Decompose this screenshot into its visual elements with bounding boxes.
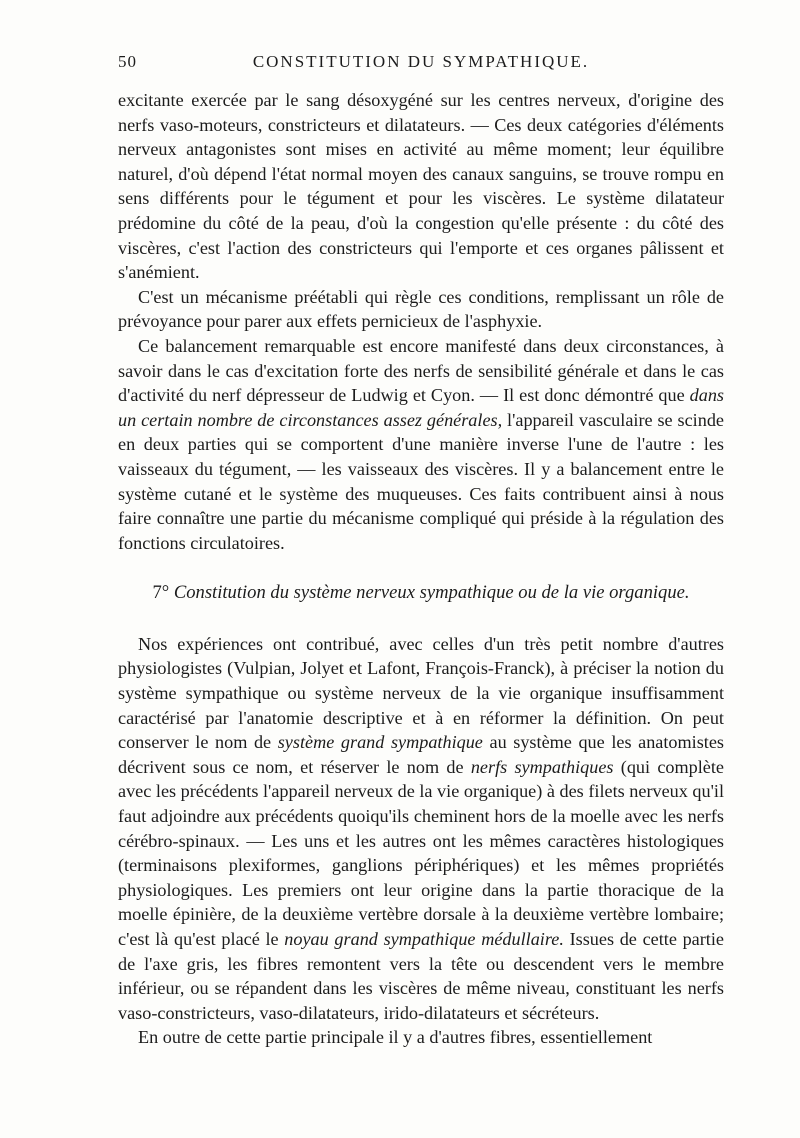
paragraph-2	[118, 285, 724, 334]
paragraph-4-text-b: au système que les anatomistes décrivent sous ce nom, et réserver le nom de	[118, 732, 724, 777]
paragraph-5	[118, 1025, 724, 1050]
paragraph-3	[118, 334, 724, 555]
page-header	[118, 52, 724, 82]
paragraph-4-emphasis-2: nerfs sympathiques	[470, 756, 614, 777]
paragraph-3-text-a: Ce balancement remarquable est encore manifesté dans deux circonstances, à savoir dans le cas d'excitation forte des nerfs de sensibilité générale et dans le cas d'activité du nerf dépresseur de Ludwig et Cyon. — Il est donc démontré que	[118, 335, 724, 406]
paragraph-1	[118, 88, 724, 285]
page-number: 50	[118, 52, 137, 71]
paragraph-1-text: excitante exercée par le sang désoxygéné sur les centres nerveux, d'origine des nerfs vaso-moteurs, constricteurs et dilatateurs. — Ces deux catégories d'éléments nerveux antagonistes sont mises en activité au même moment; leur équilibre naturel, d'où dépend l'état normal moyen des canaux sanguins, se trouve rompu en sens différents pour le tégument et pour les viscères. Le système dilatateur prédomine du côté de la peau, d'où la congestion qu'elle présente : du côté des viscères, c'est l'action des constricteurs qui l'emporte et ces organes pâlissent et s'anémient.	[118, 90, 724, 283]
section-heading-text: Constitution du système nerveux sympathique ou de la vie organique.	[173, 582, 690, 604]
paragraph-4-emphasis-3: noyau grand sympathique médullaire.	[284, 929, 564, 949]
paragraph-4	[118, 632, 724, 1026]
paragraph-3-emphasis: dans un certain nombre de circonstances assez générales,	[118, 385, 724, 430]
paragraph-4-emphasis-1: système grand sympathique	[277, 732, 483, 753]
paragraph-4-text-a: Nos expériences ont contribué, avec celles d'un très petit nombre d'autres physiologistes (Vulpian, Jolyet et Lafont, François-Franck), à préciser la notion du système sympathique ou système nerveux de la vie organique insuffisamment caractérisé par l'anatomie descriptive et à en réformer la définition. On peut conserver le nom de	[118, 633, 724, 753]
paragraph-3-text-b: l'appareil vasculaire se scinde en deux parties qui se comportent d'une manière inverse l'une de l'autre : les vaisseaux du tégument, — les vaisseaux des viscères. Il y a balancement entre le système cutané et le système des muqueuses. Ces faits contribuent ainsi à nous faire connaître une partie du mécanisme compliqué qui préside à la régulation des fonctions circulatoires.	[118, 409, 724, 553]
running-title: CONSTITUTION DU SYMPATHIQUE.	[252, 52, 590, 71]
paragraph-2-text: C'est un mécanisme préétabli qui règle ces conditions, remplissant un rôle de prévoyance pour parer aux effets pernicieux de l'asphyxie.	[118, 286, 724, 332]
paragraph-4-text-c: (qui complète avec les précédents l'appareil nerveux de la vie organique) à des filets nerveux qu'il faut adjoindre aux précédents quoiqu'ils cheminent hors de la moelle avec les nerfs cérébro-spinaux. — Les uns et les autres ont les mêmes caractères histologiques (terminaisons plexiformes, ganglions périphériques) et les mêmes propriétés physiologiques. Les premiers ont leur origine dans la partie thoracique de la moelle épinière, de la deuxième vertèbre dorsale à la deuxième vertèbre lombaire; c'est là qu'est placé le	[118, 756, 725, 949]
body-text	[118, 88, 724, 1050]
section-heading-number: 7°	[152, 582, 170, 604]
section-heading	[118, 581, 724, 606]
paragraph-4-text-d: Issues de cette partie de l'axe gris, les fibres remontent vers la tête ou descendent vers le membre inférieur, ou se répandent dans les viscères de même niveau, constituant les nerfs vaso-constricteurs, vaso-dilatateurs, irido-dilatateurs et sécréteurs.	[118, 929, 724, 1023]
paragraph-5-text: En outre de cette partie principale il y a d'autres fibres, essentiellement	[138, 1027, 653, 1048]
